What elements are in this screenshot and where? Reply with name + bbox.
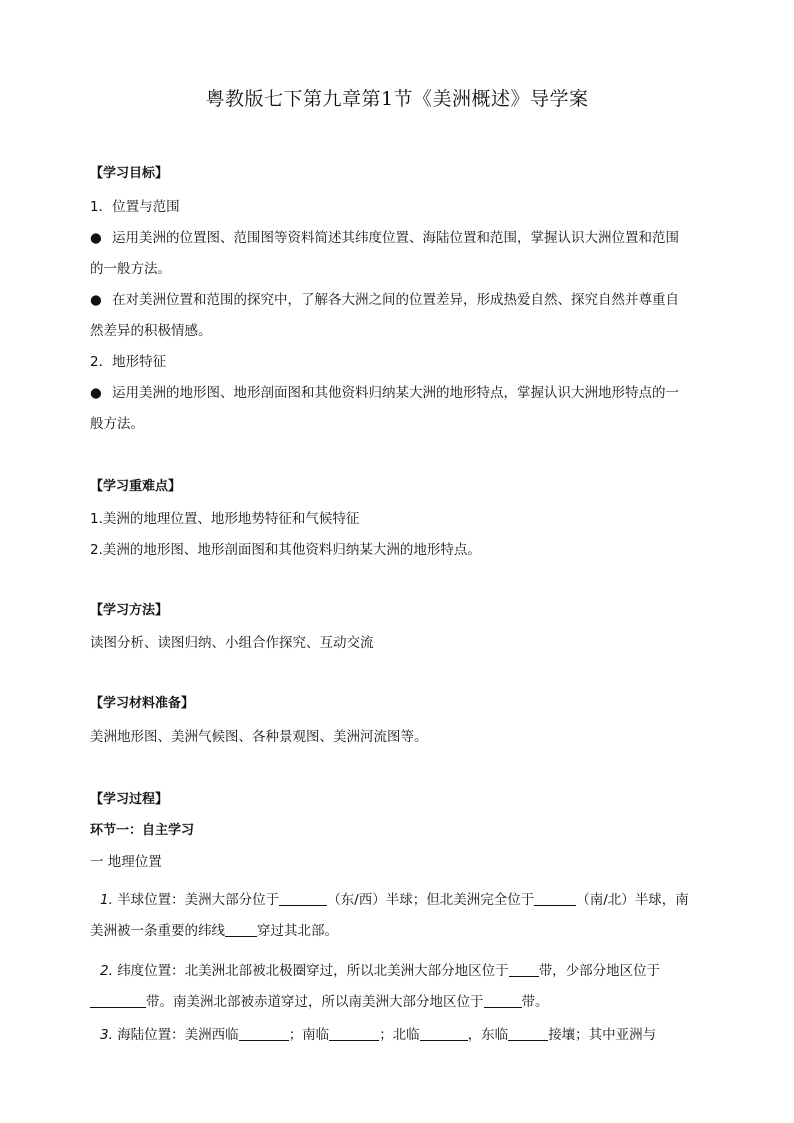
- question-2-part-b: 带，少部分地区位于: [538, 963, 661, 979]
- question-1-part-b: （东/西）半球；但北美洲完全位于: [327, 892, 535, 908]
- question-3-part-a: 海陆位置：美洲西临: [117, 1027, 239, 1043]
- blank-field[interactable]: [534, 891, 576, 906]
- blank-field[interactable]: [90, 993, 146, 1008]
- bullet-icon: ●: [90, 230, 102, 246]
- question-3-part-c: ；北临: [379, 1027, 420, 1043]
- question-1-line-2: [90, 921, 706, 941]
- question-2-part-a: 纬度位置：北美洲北部被北极圈穿过，所以北美洲大部分地区位于: [117, 963, 509, 979]
- process-heading: 【学习过程】: [90, 792, 169, 807]
- objective-bullet-1: [90, 228, 706, 248]
- section-geo-position: 一 地理位置: [90, 854, 162, 870]
- question-1-number: 1.: [100, 892, 113, 908]
- question-1-part-c: （南/北）半球，南: [576, 892, 689, 908]
- blank-field[interactable]: [509, 962, 539, 977]
- objective-item-2: 2．地形特征: [90, 354, 167, 370]
- objective-bullet-3: [90, 383, 706, 403]
- objective-bullet-3-cont: 般方法。: [90, 416, 144, 432]
- question-3-part-b: ；南临: [288, 1027, 330, 1043]
- bullet-icon: ●: [90, 385, 102, 401]
- question-2: [100, 961, 716, 981]
- blank-field[interactable]: [484, 993, 522, 1008]
- methods-text: 读图分析、读图归纳、小组合作探究、互动交流: [90, 635, 374, 651]
- objective-item-1: 1．位置与范围: [90, 199, 180, 215]
- objective-bullet-2: [90, 290, 706, 310]
- question-1: [100, 890, 716, 910]
- process-stage: 环节一：自主学习: [90, 823, 195, 838]
- question-1-line2-b: 穿过其北部。: [257, 923, 338, 939]
- question-1-line2-a: 美洲被一条重要的纬线: [90, 923, 225, 939]
- materials-text: 美洲地形图、美洲气候图、各种景观图、美洲河流图等。: [90, 729, 428, 745]
- methods-heading: 【学习方法】: [90, 603, 169, 618]
- question-1-part-a: 半球位置：美洲大部分位于: [117, 892, 280, 908]
- blank-field[interactable]: [508, 1026, 548, 1041]
- objective-bullet-3-text: 运用美洲的地形图、地形剖面图和其他资料归纳某大洲的地形特点，掌握认识大洲地形特点的一: [112, 385, 679, 401]
- materials-heading: 【学习材料准备】: [90, 696, 195, 711]
- objective-bullet-2-text: 在对美洲位置和范围的探究中，了解各大洲之间的位置差异，形成热爱自然、探究自然并尊重自: [112, 292, 679, 308]
- objectives-heading: 【学习目标】: [90, 166, 169, 181]
- document-title: 粤教版七下第九章第1节《美洲概述》导学案: [205, 88, 589, 110]
- blank-field[interactable]: [239, 1026, 289, 1041]
- question-2-line2-a: 带。南美洲北部被赤道穿过，所以南美洲大部分地区位于: [146, 994, 484, 1010]
- objective-bullet-2-cont: 然差异的积极情感。: [90, 323, 212, 339]
- keypoint-1: 1.美洲的地理位置、地形地势特征和气候特征: [90, 511, 360, 527]
- objective-bullet-1-cont: 的一般方法。: [90, 261, 171, 277]
- question-3-part-e: 接壤；其中亚洲与: [548, 1027, 657, 1043]
- blank-field[interactable]: [329, 1026, 379, 1041]
- question-3-part-d: ，东临: [467, 1027, 509, 1043]
- bullet-icon: ●: [90, 292, 102, 308]
- keypoint-2: 2.美洲的地形图、地形剖面图和其他资料归纳某大洲的地形特点。: [90, 542, 481, 558]
- question-2-line2-b: 带。: [521, 994, 549, 1010]
- blank-field[interactable]: [225, 922, 257, 937]
- keypoints-heading: 【学习重难点】: [90, 479, 182, 494]
- question-3-number: 3.: [100, 1027, 113, 1043]
- question-2-number: 2.: [100, 963, 113, 979]
- blank-field[interactable]: [279, 891, 327, 906]
- blank-field[interactable]: [420, 1026, 468, 1041]
- question-3: [100, 1025, 716, 1045]
- objective-bullet-1-text: 运用美洲的位置图、范围图等资料简述其纬度位置、海陆位置和范围，掌握认识大洲位置和范围: [112, 230, 679, 246]
- question-2-line-2: [90, 992, 706, 1012]
